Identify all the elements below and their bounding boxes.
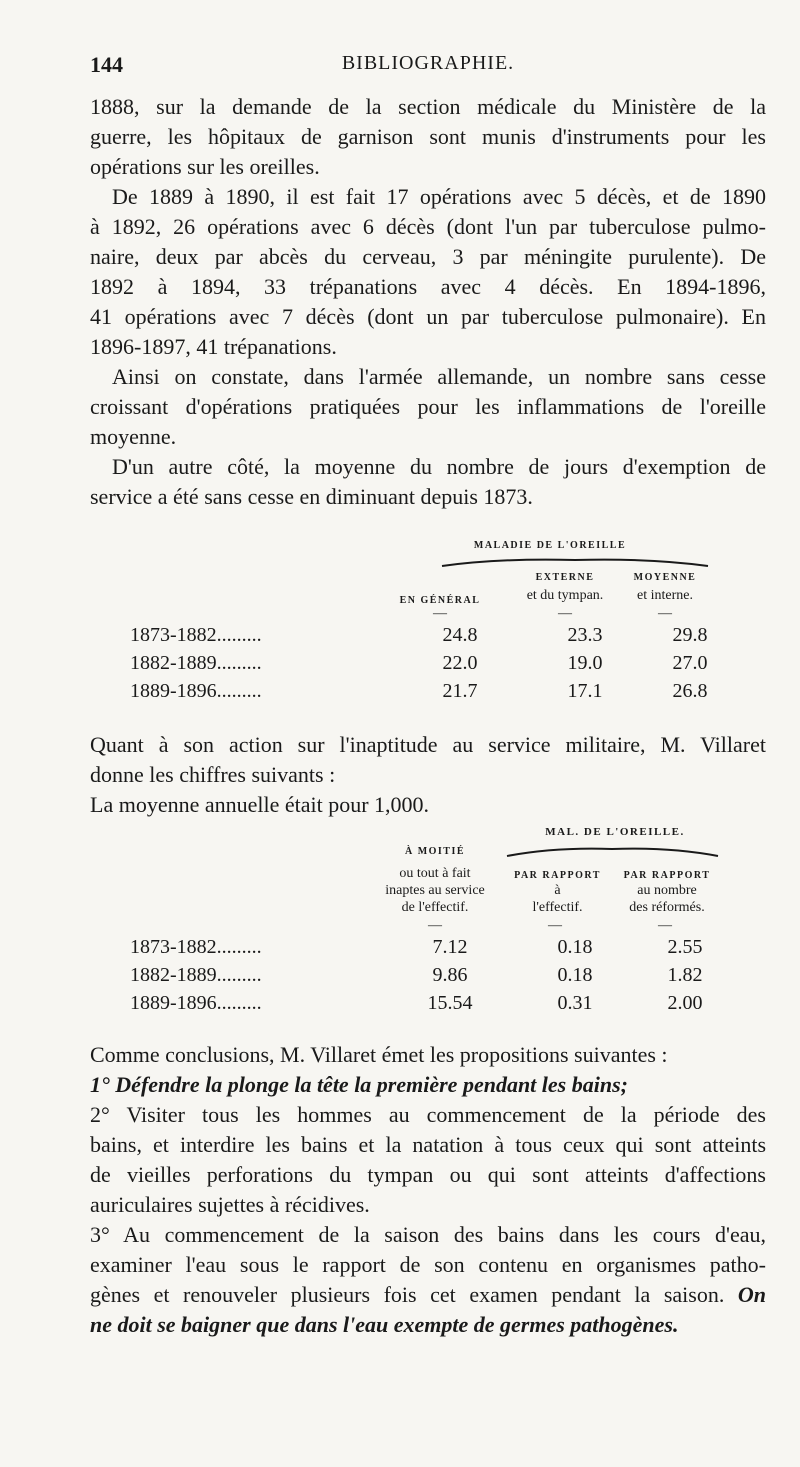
cell-value: 2.55 (667, 936, 703, 958)
table1-col2-bottom: et du tympan. (526, 588, 604, 603)
table1-group-header: MALADIE DE L'OREILLE (473, 540, 627, 551)
page-header (90, 52, 766, 82)
text-line: 1888, sur la demande de la section médicale du Ministère de la (90, 94, 766, 119)
table2-col3-line2: au nombre (637, 883, 697, 898)
text-line: 2° Visiter tous les hommes au commencement de la période des (90, 1102, 766, 1127)
cell-value: 0.18 (557, 936, 593, 958)
row-period: 1873-1882......... (130, 624, 262, 646)
text-line: 1892 à 1894, 33 trépanations avec 4 décès. En 1894-1896, (90, 274, 766, 299)
text-line: examiner l'eau sous le rapport de son contenu en organismes patho- (90, 1252, 766, 1277)
cell-value: 2.00 (667, 992, 703, 1014)
text-line: 1896-1897, 41 trépanations. (90, 334, 337, 359)
cell-value: 1.82 (667, 964, 703, 986)
table-row (130, 964, 730, 992)
text-line: de vieilles perforations du tympan ou qui sont atteints d'affections (90, 1162, 766, 1187)
paragraph-4 (90, 452, 766, 512)
table2-col1-line1: ou tout à fait (399, 866, 471, 881)
text-line: auriculaires sujettes à récidives. (90, 1192, 370, 1217)
table-row (130, 680, 730, 708)
row-period: 1889-1896......... (130, 680, 262, 702)
text-line (90, 1310, 766, 1340)
text-line: guerre, les hôpitaux de garnison sont munis d'instruments pour les (90, 124, 766, 149)
cell-value: 22.0 (442, 652, 478, 674)
table2-col2-line3: l'effectif. (532, 900, 583, 915)
italic-text: 1° Défendre la plonge la tête la première pendant les bains; (90, 1072, 628, 1097)
cell-value: 24.8 (442, 624, 478, 646)
cell-value: 26.8 (672, 680, 708, 702)
table1-col1-head: EN GÉNÉRAL (399, 595, 481, 606)
table2-col3-line1: PAR RAPPORT (623, 870, 711, 881)
text-line: donne les chiffres suivants : (90, 762, 336, 787)
table-row (130, 624, 730, 652)
cell-value: 15.54 (427, 992, 473, 1014)
table2-col2-line2: à (554, 883, 561, 898)
text-line: croissant d'opérations pratiquées pour les inflammations de l'oreille (90, 394, 766, 419)
cell-value: 9.86 (432, 964, 468, 986)
text-line: De 1889 à 1890, il est fait 17 opérations avec 5 décès, et de 1890 (112, 184, 766, 209)
table1-col3-bottom: et interne. (637, 588, 693, 603)
text-line: naire, deux par abcès du cerveau, 3 par méningite purulente). De (90, 244, 766, 269)
text-line: Ainsi on constate, dans l'armée allemande, un nombre sans cesse (112, 364, 766, 389)
text-line: D'un autre côté, la moyenne du nombre de jours d'exemption de (112, 454, 766, 479)
paragraph-6 (90, 790, 766, 820)
proposition-2 (90, 1100, 766, 1220)
cell-value: 7.12 (432, 936, 468, 958)
text-line: à 1892, 26 opérations avec 6 décès (dont l'un par tuberculose pulmo- (90, 214, 766, 239)
table2-brace (505, 844, 720, 858)
table2-col3-line3: des réformés. (629, 900, 705, 915)
page-number: 144 (90, 52, 123, 77)
table1-col2-top: EXTERNE (535, 572, 595, 583)
cell-value: 29.8 (672, 624, 708, 646)
cell-value: 27.0 (672, 652, 708, 674)
text-line: service a été sans cesse en diminuant depuis 1873. (90, 484, 533, 509)
cell-value: 0.31 (557, 992, 593, 1014)
text-line (90, 1280, 766, 1310)
proposition-1 (90, 1070, 766, 1100)
row-period: 1882-1889......... (130, 652, 262, 674)
cell-value: 21.7 (442, 680, 478, 702)
row-period: 1882-1889......... (130, 964, 262, 986)
table1-brace (440, 556, 710, 568)
row-period: 1889-1896......... (130, 992, 262, 1014)
text-line: moyenne. (90, 424, 177, 449)
proposition-3 (90, 1220, 766, 1340)
row-period: 1873-1882......... (130, 936, 262, 958)
paragraph-2 (90, 182, 766, 362)
cell-value: 0.18 (557, 964, 593, 986)
dash: — (433, 606, 447, 621)
table2-col1-line2: inaptes au service (385, 883, 485, 898)
table2-col1-head: À MOITIÉ (404, 846, 466, 857)
text-line: Quant à son action sur l'inaptitude au service militaire, M. Villaret (90, 732, 766, 757)
cell-value: 23.3 (567, 624, 603, 646)
table2-group-header: MAL. DE L'OREILLE. (545, 826, 685, 838)
dash: — (658, 606, 672, 621)
table-row (130, 992, 730, 1020)
dash: — (548, 918, 562, 933)
table2-col1-line3: de l'effectif. (401, 900, 469, 915)
italic-text: ne doit se baigner que dans l'eau exempte de germes pathogènes. (90, 1312, 679, 1337)
cell-value: 17.1 (567, 680, 603, 702)
text-line: 3° Au commencement de la saison des bains dans les cours d'eau, (90, 1222, 766, 1247)
running-title: BIBLIOGRAPHIE. (341, 52, 515, 74)
dash: — (558, 606, 572, 621)
table-row (130, 652, 730, 680)
italic-text: On (737, 1282, 767, 1307)
paragraph-5 (90, 730, 766, 790)
dash: — (658, 918, 672, 933)
text-line: La moyenne annuelle était pour 1,000. (90, 792, 430, 817)
text-line: 41 opérations avec 7 décès (dont un par tuberculose pulmonaire). En (90, 304, 766, 329)
table2-col2-line1: PAR RAPPORT (514, 870, 601, 881)
text-line: Comme conclusions, M. Villaret émet les propositions suivantes : (90, 1042, 668, 1067)
dash: — (428, 918, 442, 933)
table1-col3-top: MOYENNE (633, 572, 697, 583)
text-line: bains, et interdire les bains et la natation à tous ceux qui sont atteints (90, 1132, 766, 1157)
text-line: opérations sur les oreilles. (90, 154, 320, 179)
text-line (90, 1070, 766, 1100)
paragraph-1 (90, 92, 766, 182)
table-row (130, 936, 730, 964)
paragraph-3 (90, 362, 766, 452)
text-segment: gènes et renouveler plusieurs fois cet examen pendant la saison. (90, 1282, 725, 1307)
cell-value: 19.0 (567, 652, 603, 674)
paragraph-7 (90, 1040, 766, 1070)
